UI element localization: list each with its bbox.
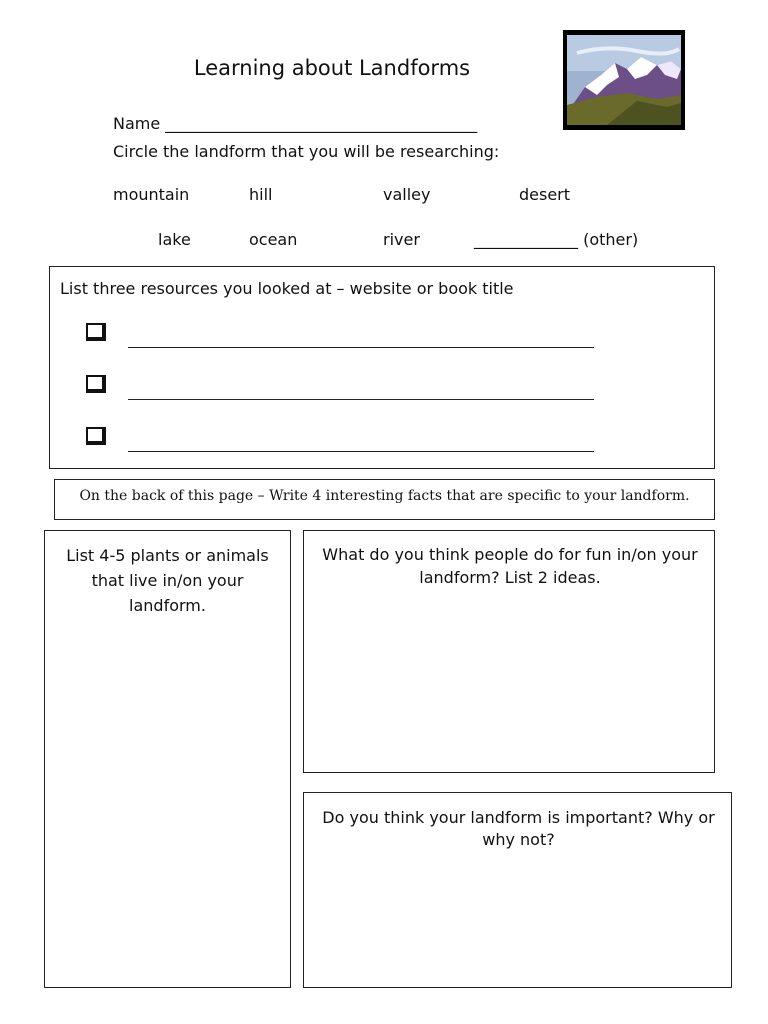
checkbox-icon[interactable] <box>86 323 106 341</box>
circle-instruction: Circle the landform that you will be researching: <box>113 142 500 161</box>
resources-box <box>49 266 715 469</box>
landform-option[interactable]: valley <box>383 185 431 204</box>
landform-option[interactable]: river <box>383 230 420 249</box>
mountain-clipart <box>563 30 685 130</box>
landform-other-field[interactable]: _____________ (other) <box>474 230 639 249</box>
landform-option[interactable]: hill <box>249 185 273 204</box>
resources-heading: List three resources you looked at – website or book title <box>60 279 514 298</box>
landform-option[interactable]: ocean <box>249 230 298 249</box>
landform-option[interactable]: desert <box>519 185 571 204</box>
plants-animals-prompt: List 4-5 plants or animals that live in/on your landform. <box>66 546 269 615</box>
resource-line[interactable] <box>128 347 594 348</box>
importance-prompt: Do you think your landform is important? Why or why not? <box>322 808 715 849</box>
fun-activities-box[interactable] <box>303 530 715 773</box>
worksheet-title: Learning about Landforms <box>193 56 471 80</box>
checkbox-icon[interactable] <box>86 375 106 393</box>
plants-animals-box[interactable] <box>44 530 291 988</box>
name-field[interactable]: Name _______________________________________ <box>113 114 478 133</box>
back-note-box <box>54 479 715 520</box>
importance-box[interactable] <box>303 792 732 988</box>
resource-line[interactable] <box>128 451 594 452</box>
resource-line[interactable] <box>128 399 594 400</box>
landform-option[interactable]: lake <box>158 230 191 249</box>
back-note-text: On the back of this page – Write 4 interesting facts that are specific to your landform. <box>79 488 690 504</box>
fun-activities-prompt: What do you think people do for fun in/on your landform? List 2 ideas. <box>322 545 698 587</box>
mountain-icon <box>567 35 681 125</box>
landform-option[interactable]: mountain <box>113 185 190 204</box>
checkbox-icon[interactable] <box>86 427 106 445</box>
